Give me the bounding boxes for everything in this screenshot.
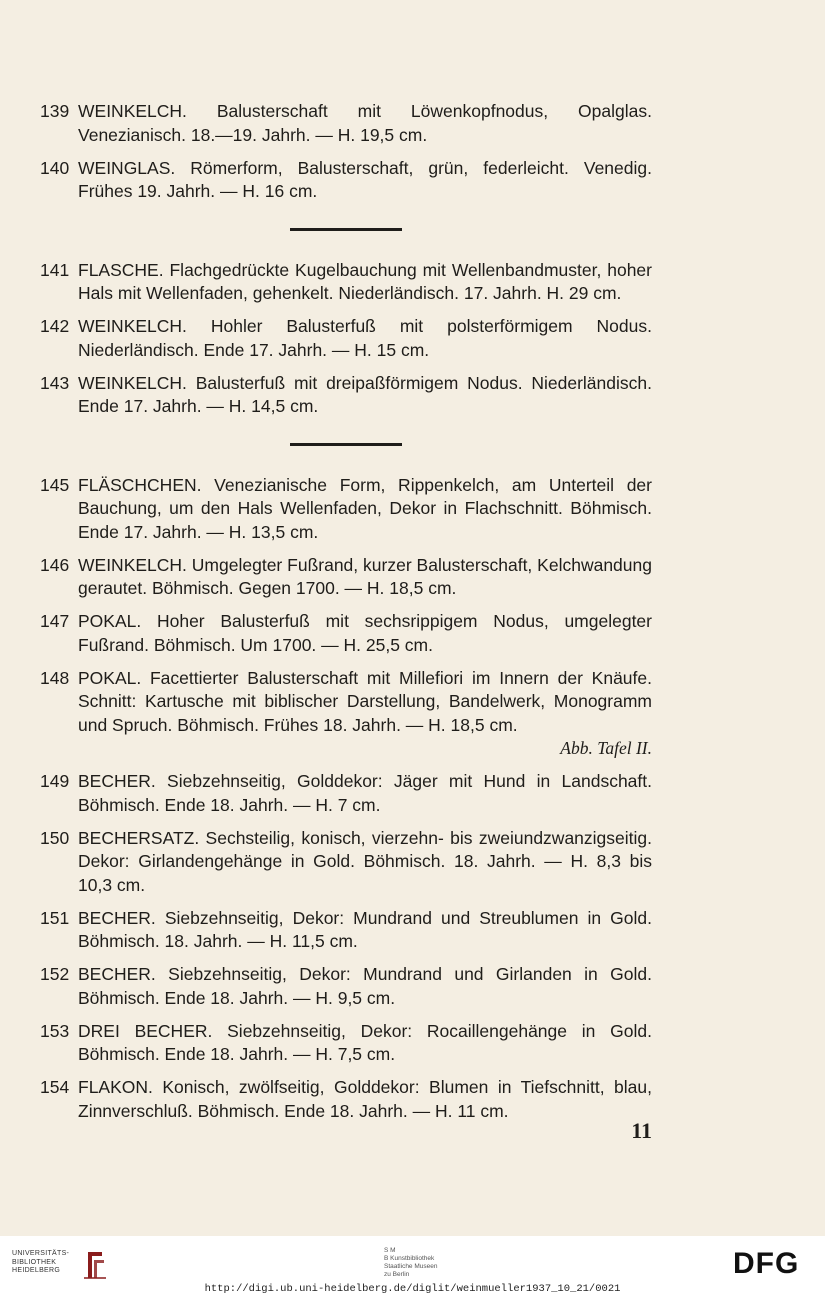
- divider-rule: [290, 443, 402, 446]
- entry-text: POKAL. Facettierter Balusterschaft mit Millefiori im Innern der Knäufe. Schnitt: Kartusche mit biblischer Darstellung, Bandelwerk, Monogramm und Spruch. Böhmisch. Frühes 18. Jahrh. — H. 18,5 cm.: [78, 667, 652, 735]
- stamp-line: Staatliche Museen: [384, 1263, 438, 1270]
- entry-number: 151: [40, 907, 70, 928]
- entry-number: 139: [40, 101, 70, 121]
- dfg-logo[interactable]: DFG: [733, 1247, 800, 1280]
- entry-number: 141: [40, 259, 70, 280]
- entry-text: WEINKELCH. Balusterschaft mit Löwenkopfnodus, Opalglas. Venezianisch. 18.—19. Jahrh. — H. 19,5 cm.: [78, 101, 652, 145]
- entry-text: WEINKELCH. Hohler Balusterfuß mit polsterförmigem Nodus. Niederländisch. Ende 17. Jahrh. — H. 15 cm.: [78, 316, 652, 360]
- catalog-entries: [40, 100, 652, 1123]
- catalog-entry-151: [40, 907, 652, 954]
- university-line: HEIDELBERG: [12, 1267, 61, 1275]
- entry-text: FLAKON. Konisch, zwölfseitig, Golddekor: Blumen in Tiefschnitt, blau, Zinnverschluß. Böhmisch. Ende 18. Jahrh. — H. 11 cm.: [78, 1077, 652, 1121]
- entry-number: 140: [40, 157, 70, 178]
- plate-reference: Abb. Tafel II.: [560, 738, 652, 758]
- catalog-entry-146: [40, 554, 652, 601]
- entry-text: WEINKELCH. Balusterfuß mit dreipaßförmigem Nodus. Niederländisch. Ende 17. Jahrh. — H. 14,5 cm.: [78, 372, 652, 416]
- catalog-entry-147: [40, 610, 652, 657]
- page-url[interactable]: http://digi.ub.uni-heidelberg.de/diglit/weinmueller1937_10_21/0021: [204, 1283, 621, 1295]
- page-number: 11: [631, 1118, 652, 1143]
- entry-number: 150: [40, 827, 70, 848]
- stamp-line: zu Berlin: [384, 1271, 410, 1278]
- entry-number: 147: [40, 611, 70, 631]
- entry-text: BECHERSATZ. Sechsteilig, konisch, vierzehn- bis zweiundzwanzigseitig. Dekor: Girlandengehänge in Gold. Böhmisch. 18. Jahrh. — H. 8,3 bis 10,3 cm.: [78, 827, 652, 895]
- entry-number: 148: [40, 667, 70, 688]
- section-divider: [40, 204, 652, 259]
- stamp-line: B Kunstbibliothek: [384, 1255, 435, 1262]
- entry-text: WEINGLAS. Römerform, Balusterschaft, grün, federleicht. Venedig. Frühes 19. Jahrh. — H. 16 cm.: [78, 157, 652, 201]
- catalog-entry-140: [40, 157, 652, 204]
- entry-text: BECHER. Siebzehnseitig, Dekor: Mundrand und Girlanden in Gold. Böhmisch. Ende 18. Jahrh. — H. 9,5 cm.: [78, 964, 652, 1008]
- entry-text: FLÄSCHCHEN. Venezianische Form, Rippenkelch, am Unterteil der Bauchung, um den Hals Wellenfaden, Dekor in Flachschnitt. Böhmisch. Ende 17. Jahrh. — H. 13,5 cm.: [78, 474, 652, 542]
- entry-number: 154: [40, 1077, 70, 1097]
- university-line: BIBLIOTHEK: [12, 1258, 57, 1266]
- entry-number: 146: [40, 554, 70, 575]
- catalog-entry-148: [40, 667, 652, 761]
- stamp-line: S M: [384, 1247, 396, 1254]
- university-library-logo[interactable]: [12, 1246, 112, 1286]
- entry-text: POKAL. Hoher Balusterfuß mit sechsrippigem Nodus, umgelegter Fußrand. Böhmisch. Um 1700. — H. 25,5 cm.: [78, 611, 652, 655]
- entry-text: BECHER. Siebzehnseitig, Golddekor: Jäger mit Hund in Landschaft. Böhmisch. Ende 18. Jahrh. — H. 7 cm.: [78, 771, 652, 815]
- catalog-entry-150: [40, 827, 652, 898]
- catalog-entry-141: [40, 259, 652, 306]
- divider-rule: [290, 228, 402, 231]
- catalog-entry-154: [40, 1076, 652, 1123]
- catalog-entry-152: [40, 963, 652, 1010]
- entry-text: BECHER. Siebzehnseitig, Dekor: Mundrand und Streublumen in Gold. Böhmisch. 18. Jahrh. — H. 11,5 cm.: [78, 907, 652, 951]
- library-stamp: [384, 1247, 494, 1279]
- catalog-entry-143: [40, 372, 652, 419]
- catalog-entry-145: [40, 474, 652, 545]
- digitization-footer: [0, 1236, 825, 1297]
- catalog-entry-153: [40, 1020, 652, 1067]
- entry-text: WEINKELCH. Umgelegter Fußrand, kurzer Balusterschaft, Kelchwandung gerautet. Böhmisch. Gegen 1700. — H. 18,5 cm.: [78, 554, 652, 598]
- catalog-entry-142: [40, 315, 652, 362]
- entry-text: DREI BECHER. Siebzehnseitig, Dekor: Rocaillengehänge in Gold. Böhmisch. Ende 18. Jahrh. — H. 7,5 cm.: [78, 1020, 652, 1064]
- catalog-entry-149: [40, 770, 652, 817]
- entry-number: 145: [40, 474, 70, 495]
- entry-text: FLASCHE. Flachgedrückte Kugelbauchung mit Wellenbandmuster, hoher Hals mit Wellenfaden, gehenkelt. Niederländisch. 17. Jahrh. H. 29 cm.: [78, 259, 652, 303]
- entry-number: 143: [40, 372, 70, 393]
- university-line: UNIVERSITÄTS-: [12, 1250, 70, 1257]
- catalog-entry-139: [40, 100, 652, 147]
- university-seal-icon: [80, 1248, 108, 1282]
- section-divider: [40, 419, 652, 474]
- entry-number: 142: [40, 316, 70, 336]
- entry-number: 149: [40, 771, 70, 791]
- entry-number: 153: [40, 1020, 70, 1041]
- entry-number: 152: [40, 964, 70, 984]
